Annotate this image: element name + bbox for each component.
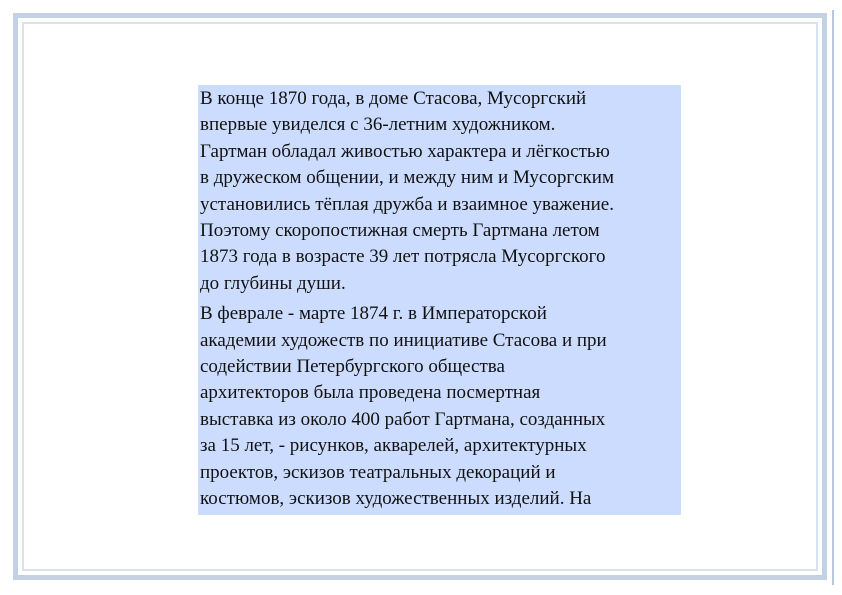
text-line: Гартман обладал живостью характера и лёгкостью bbox=[200, 140, 610, 162]
text-line: 1873 года в возрасте 39 лет потрясла Мусоргского bbox=[200, 246, 606, 268]
slide-edge-line bbox=[832, 10, 834, 585]
text-block bbox=[198, 85, 681, 515]
text-line: содействии Петербургского общества bbox=[200, 356, 505, 378]
paragraph-2 bbox=[200, 301, 679, 512]
text-line: проектов, эскизов театральных декораций и bbox=[200, 461, 556, 483]
text-line: академии художеств по инициативе Стасова и при bbox=[200, 329, 607, 351]
paragraph-1 bbox=[200, 86, 679, 297]
text-line: за 15 лет, - рисунков, акварелей, архитектурных bbox=[200, 435, 587, 457]
text-line: Поэтому скоропостижная смерть Гартмана летом bbox=[200, 220, 600, 242]
text-line: В феврале - марте 1874 г. в Императорской bbox=[200, 303, 547, 325]
text-line: архитекторов была проведена посмертная bbox=[200, 382, 541, 404]
text-line: до глубины души. bbox=[200, 272, 346, 294]
text-line: В конце 1870 года, в доме Стасова, Мусоргский bbox=[200, 88, 587, 109]
text-line: в дружеском общении, и между ним и Мусоргским bbox=[200, 167, 614, 189]
text-line: впервые увиделся с 36-летним художником. bbox=[200, 114, 556, 136]
text-line: установились тёплая дружба и взаимное уважение. bbox=[200, 193, 614, 215]
text-line: костюмов, эскизов художественных изделий. На bbox=[200, 488, 592, 510]
text-line: выставка из около 400 работ Гартмана, созданных bbox=[200, 408, 606, 430]
